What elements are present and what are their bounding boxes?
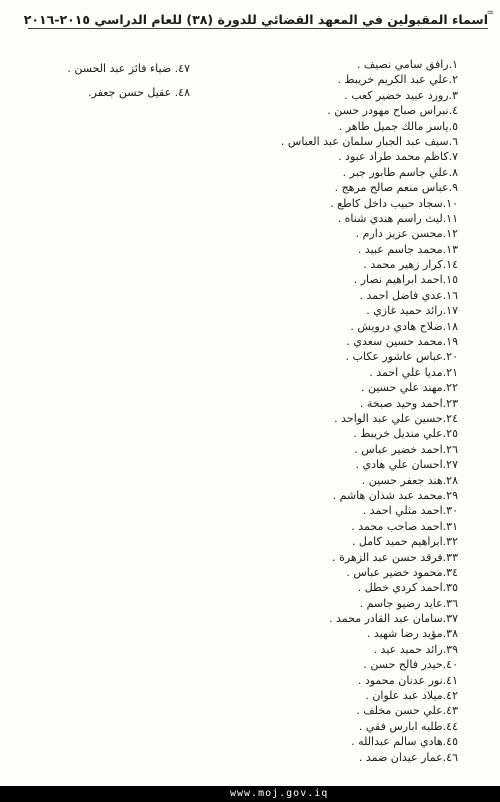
list-item: ٢٣.احمد وحيد صبخة . <box>359 396 458 410</box>
footer-url: www.moj.gov.iq <box>230 788 329 799</box>
list-item: ٣٨.مؤيد رضا شهيد . <box>366 627 458 641</box>
list-item: ٩.عباس منعم صالح مرهج . <box>334 181 458 195</box>
names-list-right <box>238 57 458 765</box>
list-item: ٤٢.ميلاد عبد علوان . <box>365 689 458 703</box>
list-item: ٣.رورد عبيد خضير كعب . <box>344 88 458 102</box>
list-item: ٤٨. عقيل حسن جعفر. <box>88 86 190 99</box>
list-item: ٣٩.رائد حميد عيد . <box>373 642 458 656</box>
list-item: ٧.كاظم محمد طراد عبود . <box>338 150 458 164</box>
list-item: ٤٦.عمار عيدان ضمد . <box>358 750 458 764</box>
list-item: ١٨.صلاح هادي درويش . <box>350 319 458 333</box>
list-item: ٤٧. ضياء فائز عبد الحسن . <box>67 62 190 75</box>
list-item: ١٩.محمد حسين سعدي . <box>346 335 458 349</box>
list-item: ١٠.سجاد حبيب داخل كاطع . <box>330 196 458 210</box>
list-item: ٢.علي عبد الكريم خريبط . <box>337 73 458 87</box>
list-item: ٨.علي جاسم طابور جبر . <box>342 165 458 179</box>
list-item: ٢٩.محمد عبد شذان هاشم . <box>332 488 458 502</box>
list-item: ٥.ياسر مالك جميل طاهر . <box>338 119 458 133</box>
list-item: ٣٢.ابراهيم حميد كامل . <box>351 535 458 549</box>
list-item: ٤١.نور عدنان محمود . <box>357 673 458 687</box>
list-item: ١٦.عدي فاضل احمد . <box>359 288 458 302</box>
list-item: ١١.ليث راسم هندي شناه . <box>337 211 458 225</box>
list-item: ٤٤.طلبه ابارس فقي . <box>358 719 458 733</box>
list-item: ٤٣.علي حسن مخلف . <box>356 704 458 718</box>
list-item: ٤٥.هادي سالم عبدالله . <box>351 735 458 749</box>
list-item: ٦.سيف عبد الجبار سلمان عبد العباس . <box>280 134 458 148</box>
list-item: ٢٦.احمد خضير عباس . <box>354 442 458 456</box>
list-item: ٢٧.احسان علي هادي . <box>355 458 458 472</box>
list-item: ١٣.محمد جاسم عبيد . <box>357 242 458 256</box>
list-item: ٣١.احمد صاحب محمد . <box>351 519 458 533</box>
list-item: ٣٤.محمود خضير عباس . <box>346 565 458 579</box>
list-item: ٢٢.مهند علي حسين . <box>360 381 458 395</box>
list-item: ١٤.كرار زهير محمد . <box>363 258 458 272</box>
list-item: ٢٥.علي منديل خريبط . <box>353 427 458 441</box>
list-item: ٣٠.احمد مثلي احمد . <box>362 504 458 518</box>
list-item: ٢١.مديا علي احمد . <box>369 365 458 379</box>
list-item: ٣٥.احمد كردي خطل . <box>357 581 458 595</box>
list-item: ١٧.رائد حميد غازي . <box>366 304 458 318</box>
document-title: اسماء المقبولين في المعهد القضائي للدورة (٣٨) للعام الدراسي ٢٠١٥-٢٠١٦ <box>23 12 488 27</box>
list-item: ٤٠.حيدر فالح حسن . <box>363 658 458 672</box>
list-item: ١.رافق سامي نصيف . <box>356 58 458 71</box>
list-item: ٣٣.فرقد حسن عبد الزهرة . <box>332 550 458 564</box>
list-item: ١٢.محسن عزيز دارم . <box>355 227 458 241</box>
corner-mark: = <box>486 8 494 18</box>
list-item: ١٥.احمد ابراهيم نصار . <box>353 273 458 287</box>
list-item: ٣٧.سامان عبد القادر محمد . <box>328 612 458 626</box>
list-item: ٢٠.عباس عاشور عكاب . <box>345 350 458 364</box>
list-item: ٤.نبراس صباح مهودر حسن . <box>327 104 458 118</box>
names-list-left <box>20 57 190 105</box>
list-item: ٢٨.هند جعفر حسين . <box>361 473 458 487</box>
list-item: ٢٤.حسين علي عبد الواحد . <box>334 411 458 425</box>
list-item: ٣٦.عايد رضيو جاسم . <box>359 596 458 610</box>
footer-bar <box>0 786 500 802</box>
